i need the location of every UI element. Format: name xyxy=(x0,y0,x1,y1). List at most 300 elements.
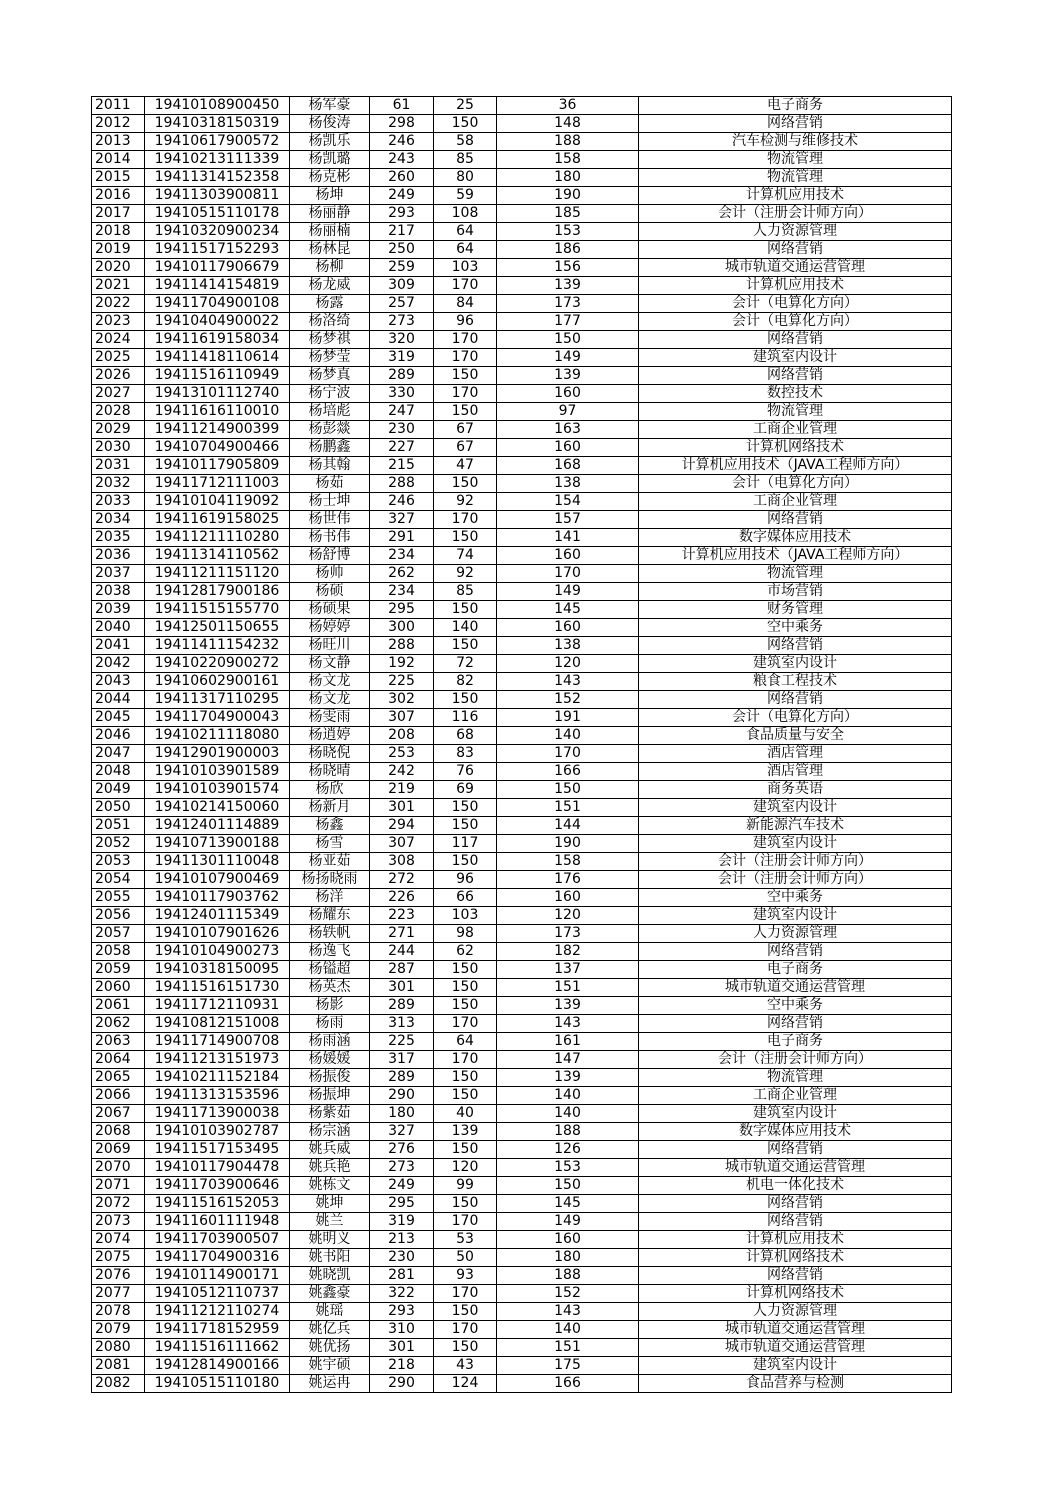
major-cell: 计算机网络技术 xyxy=(639,1249,952,1267)
total-score-cell: 307 xyxy=(370,709,434,727)
total-score-cell: 246 xyxy=(370,493,434,511)
score-a-cell: 103 xyxy=(434,907,497,925)
total-score-cell: 250 xyxy=(370,241,434,259)
major-cell: 物流管理 xyxy=(639,1069,952,1087)
table-row xyxy=(92,1177,952,1195)
table-row xyxy=(92,727,952,745)
student-name-cell: 杨洋 xyxy=(290,889,370,907)
table-row xyxy=(92,259,952,277)
score-a-cell: 124 xyxy=(434,1375,497,1393)
table-row xyxy=(92,799,952,817)
table-row xyxy=(92,1357,952,1375)
major-cell: 网络营销 xyxy=(639,637,952,655)
score-a-cell: 116 xyxy=(434,709,497,727)
student-name-cell: 杨文龙 xyxy=(290,691,370,709)
score-a-cell: 99 xyxy=(434,1177,497,1195)
score-a-cell: 47 xyxy=(434,457,497,475)
row-number-cell: 2013 xyxy=(92,133,145,151)
score-b-cell: 182 xyxy=(497,943,639,961)
row-number-cell: 2032 xyxy=(92,475,145,493)
score-a-cell: 150 xyxy=(434,1087,497,1105)
table-row xyxy=(92,1195,952,1213)
major-cell: 网络营销 xyxy=(639,1267,952,1285)
score-b-cell: 151 xyxy=(497,1339,639,1357)
major-cell: 网络营销 xyxy=(639,511,952,529)
total-score-cell: 247 xyxy=(370,403,434,421)
score-b-cell: 139 xyxy=(497,367,639,385)
score-b-cell: 160 xyxy=(497,547,639,565)
total-score-cell: 225 xyxy=(370,673,434,691)
score-a-cell: 150 xyxy=(434,979,497,997)
candidate-id-cell: 19411411154232 xyxy=(145,637,290,655)
score-a-cell: 170 xyxy=(434,349,497,367)
score-b-cell: 145 xyxy=(497,601,639,619)
total-score-cell: 293 xyxy=(370,205,434,223)
major-cell: 物流管理 xyxy=(639,151,952,169)
major-cell: 空中乘务 xyxy=(639,889,952,907)
score-b-cell: 120 xyxy=(497,907,639,925)
candidate-id-cell: 19410214150060 xyxy=(145,799,290,817)
student-name-cell: 姚晓凯 xyxy=(290,1267,370,1285)
row-number-cell: 2036 xyxy=(92,547,145,565)
total-score-cell: 317 xyxy=(370,1051,434,1069)
table-row xyxy=(92,1285,952,1303)
student-name-cell: 杨露 xyxy=(290,295,370,313)
candidate-id-cell: 19413101112740 xyxy=(145,385,290,403)
row-number-cell: 2076 xyxy=(92,1267,145,1285)
candidate-id-cell: 19410103901574 xyxy=(145,781,290,799)
table-row xyxy=(92,925,952,943)
row-number-cell: 2028 xyxy=(92,403,145,421)
row-number-cell: 2014 xyxy=(92,151,145,169)
score-a-cell: 96 xyxy=(434,871,497,889)
candidate-id-cell: 19410104119092 xyxy=(145,493,290,511)
score-a-cell: 117 xyxy=(434,835,497,853)
major-cell: 人力资源管理 xyxy=(639,223,952,241)
major-cell: 食品质量与安全 xyxy=(639,727,952,745)
score-b-cell: 126 xyxy=(497,1141,639,1159)
table-row xyxy=(92,1267,952,1285)
total-score-cell: 272 xyxy=(370,871,434,889)
student-name-cell: 杨鹏鑫 xyxy=(290,439,370,457)
score-a-cell: 170 xyxy=(434,511,497,529)
score-b-cell: 177 xyxy=(497,313,639,331)
score-a-cell: 150 xyxy=(434,403,497,421)
row-number-cell: 2025 xyxy=(92,349,145,367)
total-score-cell: 213 xyxy=(370,1231,434,1249)
total-score-cell: 242 xyxy=(370,763,434,781)
score-a-cell: 170 xyxy=(434,1321,497,1339)
candidate-id-cell: 19411516110949 xyxy=(145,367,290,385)
student-name-cell: 姚运冉 xyxy=(290,1375,370,1393)
row-number-cell: 2018 xyxy=(92,223,145,241)
major-cell: 电子商务 xyxy=(639,97,952,115)
score-a-cell: 50 xyxy=(434,1249,497,1267)
score-table-body xyxy=(92,97,952,1393)
score-b-cell: 151 xyxy=(497,799,639,817)
score-a-cell: 170 xyxy=(434,385,497,403)
row-number-cell: 2043 xyxy=(92,673,145,691)
row-number-cell: 2080 xyxy=(92,1339,145,1357)
candidate-id-cell: 19411213151973 xyxy=(145,1051,290,1069)
score-b-cell: 145 xyxy=(497,1195,639,1213)
candidate-id-cell: 19410117906679 xyxy=(145,259,290,277)
score-b-cell: 157 xyxy=(497,511,639,529)
total-score-cell: 319 xyxy=(370,349,434,367)
total-score-cell: 219 xyxy=(370,781,434,799)
table-row xyxy=(92,331,952,349)
student-name-cell: 姚瑶 xyxy=(290,1303,370,1321)
total-score-cell: 320 xyxy=(370,331,434,349)
student-name-cell: 杨扬晓雨 xyxy=(290,871,370,889)
major-cell: 粮食工程技术 xyxy=(639,673,952,691)
total-score-cell: 246 xyxy=(370,133,434,151)
major-cell: 机电一体化技术 xyxy=(639,1177,952,1195)
major-cell: 电子商务 xyxy=(639,1033,952,1051)
row-number-cell: 2071 xyxy=(92,1177,145,1195)
score-a-cell: 92 xyxy=(434,565,497,583)
major-cell: 酒店管理 xyxy=(639,745,952,763)
student-name-cell: 杨梦莹 xyxy=(290,349,370,367)
major-cell: 电子商务 xyxy=(639,961,952,979)
total-score-cell: 293 xyxy=(370,1303,434,1321)
score-b-cell: 153 xyxy=(497,1159,639,1177)
major-cell: 财务管理 xyxy=(639,601,952,619)
candidate-id-cell: 19411317110295 xyxy=(145,691,290,709)
table-row xyxy=(92,1051,952,1069)
row-number-cell: 2070 xyxy=(92,1159,145,1177)
candidate-id-cell: 19411516111662 xyxy=(145,1339,290,1357)
total-score-cell: 289 xyxy=(370,367,434,385)
student-name-cell: 杨柳 xyxy=(290,259,370,277)
candidate-id-cell: 19411704900043 xyxy=(145,709,290,727)
student-name-cell: 杨轶帆 xyxy=(290,925,370,943)
candidate-id-cell: 19410713900188 xyxy=(145,835,290,853)
total-score-cell: 288 xyxy=(370,475,434,493)
score-b-cell: 140 xyxy=(497,1087,639,1105)
table-row xyxy=(92,1249,952,1267)
row-number-cell: 2024 xyxy=(92,331,145,349)
table-row xyxy=(92,583,952,601)
candidate-id-cell: 19411712110931 xyxy=(145,997,290,1015)
score-a-cell: 150 xyxy=(434,1141,497,1159)
table-row xyxy=(92,547,952,565)
score-b-cell: 144 xyxy=(497,817,639,835)
score-a-cell: 83 xyxy=(434,745,497,763)
row-number-cell: 2081 xyxy=(92,1357,145,1375)
candidate-id-cell: 19412401115349 xyxy=(145,907,290,925)
candidate-id-cell: 19411301110048 xyxy=(145,853,290,871)
score-b-cell: 160 xyxy=(497,889,639,907)
total-score-cell: 291 xyxy=(370,529,434,547)
total-score-cell: 249 xyxy=(370,1177,434,1195)
major-cell: 网络营销 xyxy=(639,1141,952,1159)
score-a-cell: 53 xyxy=(434,1231,497,1249)
row-number-cell: 2074 xyxy=(92,1231,145,1249)
score-a-cell: 40 xyxy=(434,1105,497,1123)
score-b-cell: 138 xyxy=(497,637,639,655)
candidate-id-cell: 19410211118080 xyxy=(145,727,290,745)
student-name-cell: 杨雨涵 xyxy=(290,1033,370,1051)
table-row xyxy=(92,475,952,493)
total-score-cell: 273 xyxy=(370,313,434,331)
total-score-cell: 302 xyxy=(370,691,434,709)
score-a-cell: 76 xyxy=(434,763,497,781)
table-row xyxy=(92,403,952,421)
score-b-cell: 188 xyxy=(497,1267,639,1285)
score-a-cell: 170 xyxy=(434,1051,497,1069)
total-score-cell: 230 xyxy=(370,1249,434,1267)
score-b-cell: 143 xyxy=(497,673,639,691)
major-cell: 城市轨道交通运营管理 xyxy=(639,1321,952,1339)
candidate-id-cell: 19410103901589 xyxy=(145,763,290,781)
candidate-id-cell: 19411418110614 xyxy=(145,349,290,367)
total-score-cell: 294 xyxy=(370,817,434,835)
major-cell: 人力资源管理 xyxy=(639,1303,952,1321)
row-number-cell: 2017 xyxy=(92,205,145,223)
student-name-cell: 杨梦祺 xyxy=(290,331,370,349)
score-a-cell: 64 xyxy=(434,223,497,241)
row-number-cell: 2050 xyxy=(92,799,145,817)
score-a-cell: 150 xyxy=(434,1339,497,1357)
score-a-cell: 98 xyxy=(434,925,497,943)
major-cell: 会计（注册会计师方向） xyxy=(639,205,952,223)
candidate-id-cell: 19412817900186 xyxy=(145,583,290,601)
student-name-cell: 姚栋文 xyxy=(290,1177,370,1195)
score-a-cell: 64 xyxy=(434,241,497,259)
candidate-id-cell: 19412501150655 xyxy=(145,619,290,637)
total-score-cell: 61 xyxy=(370,97,434,115)
score-a-cell: 64 xyxy=(434,1033,497,1051)
row-number-cell: 2033 xyxy=(92,493,145,511)
student-name-cell: 杨媛媛 xyxy=(290,1051,370,1069)
candidate-id-cell: 19411516151730 xyxy=(145,979,290,997)
student-name-cell: 杨逸飞 xyxy=(290,943,370,961)
student-name-cell: 杨旺川 xyxy=(290,637,370,655)
candidate-id-cell: 19410318150095 xyxy=(145,961,290,979)
major-cell: 会计（电算化方向） xyxy=(639,709,952,727)
student-name-cell: 杨硕果 xyxy=(290,601,370,619)
table-row xyxy=(92,601,952,619)
candidate-id-cell: 19411712111003 xyxy=(145,475,290,493)
row-number-cell: 2052 xyxy=(92,835,145,853)
student-name-cell: 杨新月 xyxy=(290,799,370,817)
score-b-cell: 149 xyxy=(497,349,639,367)
candidate-id-cell: 19410104900273 xyxy=(145,943,290,961)
table-row xyxy=(92,889,952,907)
candidate-id-cell: 19411616110010 xyxy=(145,403,290,421)
row-number-cell: 2023 xyxy=(92,313,145,331)
total-score-cell: 262 xyxy=(370,565,434,583)
score-a-cell: 67 xyxy=(434,439,497,457)
score-a-cell: 84 xyxy=(434,295,497,313)
candidate-id-cell: 19410107901626 xyxy=(145,925,290,943)
table-row xyxy=(92,745,952,763)
candidate-id-cell: 19411517152293 xyxy=(145,241,290,259)
total-score-cell: 310 xyxy=(370,1321,434,1339)
student-name-cell: 杨舒博 xyxy=(290,547,370,565)
table-row xyxy=(92,943,952,961)
score-a-cell: 93 xyxy=(434,1267,497,1285)
score-b-cell: 154 xyxy=(497,493,639,511)
total-score-cell: 208 xyxy=(370,727,434,745)
score-b-cell: 152 xyxy=(497,1285,639,1303)
score-b-cell: 160 xyxy=(497,439,639,457)
row-number-cell: 2011 xyxy=(92,97,145,115)
candidate-id-cell: 19411314110562 xyxy=(145,547,290,565)
candidate-id-cell: 19411704900316 xyxy=(145,1249,290,1267)
major-cell: 酒店管理 xyxy=(639,763,952,781)
candidate-id-cell: 19411517153495 xyxy=(145,1141,290,1159)
total-score-cell: 287 xyxy=(370,961,434,979)
major-cell: 计算机应用技术 xyxy=(639,1231,952,1249)
score-a-cell: 150 xyxy=(434,475,497,493)
score-a-cell: 150 xyxy=(434,601,497,619)
student-name-cell: 姚兰 xyxy=(290,1213,370,1231)
table-row xyxy=(92,817,952,835)
table-row xyxy=(92,223,952,241)
table-row xyxy=(92,1231,952,1249)
table-row xyxy=(92,421,952,439)
student-name-cell: 姚明义 xyxy=(290,1231,370,1249)
candidate-id-cell: 19411313153596 xyxy=(145,1087,290,1105)
score-a-cell: 140 xyxy=(434,619,497,637)
row-number-cell: 2027 xyxy=(92,385,145,403)
candidate-id-cell: 19411718152959 xyxy=(145,1321,290,1339)
table-row xyxy=(92,709,952,727)
score-b-cell: 166 xyxy=(497,1375,639,1393)
score-b-cell: 140 xyxy=(497,1321,639,1339)
table-row xyxy=(92,907,952,925)
total-score-cell: 290 xyxy=(370,1375,434,1393)
score-b-cell: 170 xyxy=(497,565,639,583)
total-score-cell: 319 xyxy=(370,1213,434,1231)
score-a-cell: 82 xyxy=(434,673,497,691)
table-row xyxy=(92,1375,952,1393)
row-number-cell: 2019 xyxy=(92,241,145,259)
major-cell: 物流管理 xyxy=(639,169,952,187)
score-a-cell: 150 xyxy=(434,799,497,817)
major-cell: 汽车检测与维修技术 xyxy=(639,133,952,151)
score-a-cell: 170 xyxy=(434,277,497,295)
score-a-cell: 85 xyxy=(434,151,497,169)
row-number-cell: 2015 xyxy=(92,169,145,187)
student-name-cell: 杨宗涵 xyxy=(290,1123,370,1141)
total-score-cell: 249 xyxy=(370,187,434,205)
major-cell: 会计（注册会计师方向） xyxy=(639,853,952,871)
table-row xyxy=(92,367,952,385)
table-row xyxy=(92,187,952,205)
score-a-cell: 80 xyxy=(434,169,497,187)
total-score-cell: 308 xyxy=(370,853,434,871)
major-cell: 计算机网络技术 xyxy=(639,439,952,457)
row-number-cell: 2075 xyxy=(92,1249,145,1267)
table-row xyxy=(92,961,952,979)
major-cell: 商务英语 xyxy=(639,781,952,799)
table-row xyxy=(92,871,952,889)
student-name-cell: 杨欣 xyxy=(290,781,370,799)
score-b-cell: 158 xyxy=(497,151,639,169)
student-name-cell: 杨影 xyxy=(290,997,370,1015)
score-a-cell: 150 xyxy=(434,853,497,871)
row-number-cell: 2082 xyxy=(92,1375,145,1393)
total-score-cell: 301 xyxy=(370,799,434,817)
total-score-cell: 257 xyxy=(370,295,434,313)
table-row xyxy=(92,529,952,547)
student-name-cell: 杨克彬 xyxy=(290,169,370,187)
table-row xyxy=(92,1069,952,1087)
student-name-cell: 杨丽静 xyxy=(290,205,370,223)
table-row xyxy=(92,1033,952,1051)
candidate-id-cell: 19410220900272 xyxy=(145,655,290,673)
major-cell: 空中乘务 xyxy=(639,619,952,637)
row-number-cell: 2077 xyxy=(92,1285,145,1303)
major-cell: 计算机应用技术（JAVA工程师方向） xyxy=(639,457,952,475)
total-score-cell: 180 xyxy=(370,1105,434,1123)
student-name-cell: 杨婷婷 xyxy=(290,619,370,637)
table-row xyxy=(92,295,952,313)
candidate-id-cell: 19410114900171 xyxy=(145,1267,290,1285)
table-row xyxy=(92,457,952,475)
candidate-id-cell: 19411713900038 xyxy=(145,1105,290,1123)
student-name-cell: 姚书阳 xyxy=(290,1249,370,1267)
student-name-cell: 杨梦真 xyxy=(290,367,370,385)
student-name-cell: 姚坤 xyxy=(290,1195,370,1213)
total-score-cell: 226 xyxy=(370,889,434,907)
row-number-cell: 2055 xyxy=(92,889,145,907)
score-b-cell: 149 xyxy=(497,1213,639,1231)
score-b-cell: 158 xyxy=(497,853,639,871)
score-a-cell: 68 xyxy=(434,727,497,745)
score-b-cell: 168 xyxy=(497,457,639,475)
student-name-cell: 杨文龙 xyxy=(290,673,370,691)
table-row xyxy=(92,349,952,367)
student-name-cell: 杨雯雨 xyxy=(290,709,370,727)
score-b-cell: 191 xyxy=(497,709,639,727)
score-a-cell: 150 xyxy=(434,691,497,709)
score-b-cell: 190 xyxy=(497,835,639,853)
student-name-cell: 杨世伟 xyxy=(290,511,370,529)
student-name-cell: 杨林昆 xyxy=(290,241,370,259)
major-cell: 建筑室内设计 xyxy=(639,655,952,673)
total-score-cell: 273 xyxy=(370,1159,434,1177)
score-a-cell: 170 xyxy=(434,1015,497,1033)
score-a-cell: 58 xyxy=(434,133,497,151)
student-name-cell: 姚鑫豪 xyxy=(290,1285,370,1303)
table-row xyxy=(92,151,952,169)
row-number-cell: 2026 xyxy=(92,367,145,385)
score-a-cell: 66 xyxy=(434,889,497,907)
total-score-cell: 244 xyxy=(370,943,434,961)
major-cell: 城市轨道交通运营管理 xyxy=(639,1339,952,1357)
major-cell: 工商企业管理 xyxy=(639,421,952,439)
student-name-cell: 杨洛绮 xyxy=(290,313,370,331)
total-score-cell: 313 xyxy=(370,1015,434,1033)
major-cell: 工商企业管理 xyxy=(639,493,952,511)
score-b-cell: 139 xyxy=(497,997,639,1015)
candidate-id-cell: 19410117903762 xyxy=(145,889,290,907)
candidate-id-cell: 19410617900572 xyxy=(145,133,290,151)
total-score-cell: 225 xyxy=(370,1033,434,1051)
score-b-cell: 138 xyxy=(497,475,639,493)
major-cell: 数字媒体应用技术 xyxy=(639,529,952,547)
row-number-cell: 2060 xyxy=(92,979,145,997)
row-number-cell: 2031 xyxy=(92,457,145,475)
table-row xyxy=(92,619,952,637)
major-cell: 网络营销 xyxy=(639,367,952,385)
total-score-cell: 276 xyxy=(370,1141,434,1159)
row-number-cell: 2072 xyxy=(92,1195,145,1213)
